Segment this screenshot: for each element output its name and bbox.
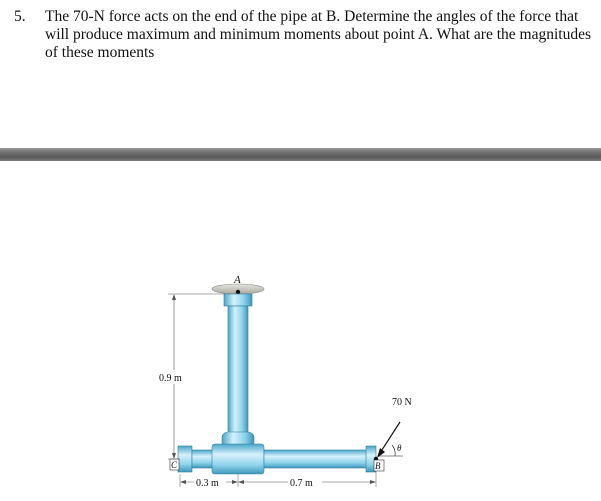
angle-arc <box>392 445 395 456</box>
horizontal-pipe-right <box>264 450 368 468</box>
dim-left-arrow-r <box>232 480 238 484</box>
vertical-pipe <box>228 306 248 434</box>
dim-left-arrow-l <box>180 480 186 484</box>
dim-height-arrow-bottom <box>172 453 176 459</box>
label-right-dim: 0.7 m <box>290 478 313 489</box>
label-point-b: B <box>375 461 381 471</box>
problem-number: 5. <box>14 8 26 25</box>
point-a-dot <box>236 290 240 294</box>
label-angle: θ <box>397 443 402 453</box>
vertical-pipe-collar-top <box>224 294 252 306</box>
dim-height-arrow-top <box>172 294 176 300</box>
horizontal-pipe-left-stub <box>178 446 192 472</box>
force-arrow-head <box>377 448 385 458</box>
problem-text: The 70-N force acts on the end of the pipe at B. Determine the angles of the force that will produce maximum and minimum moments about point A. What are the magnitudes of these moments <box>45 8 591 61</box>
dim-right-arrow-r <box>370 480 376 484</box>
label-point-c: C <box>171 460 178 470</box>
label-point-a: A <box>234 274 241 286</box>
label-left-dim: 0.3 m <box>196 478 219 489</box>
label-height: 0.9 m <box>159 373 182 384</box>
label-force: 70 N <box>392 397 412 408</box>
dim-right-arrow-l <box>238 480 244 484</box>
horizontal-tee-body <box>212 444 264 474</box>
